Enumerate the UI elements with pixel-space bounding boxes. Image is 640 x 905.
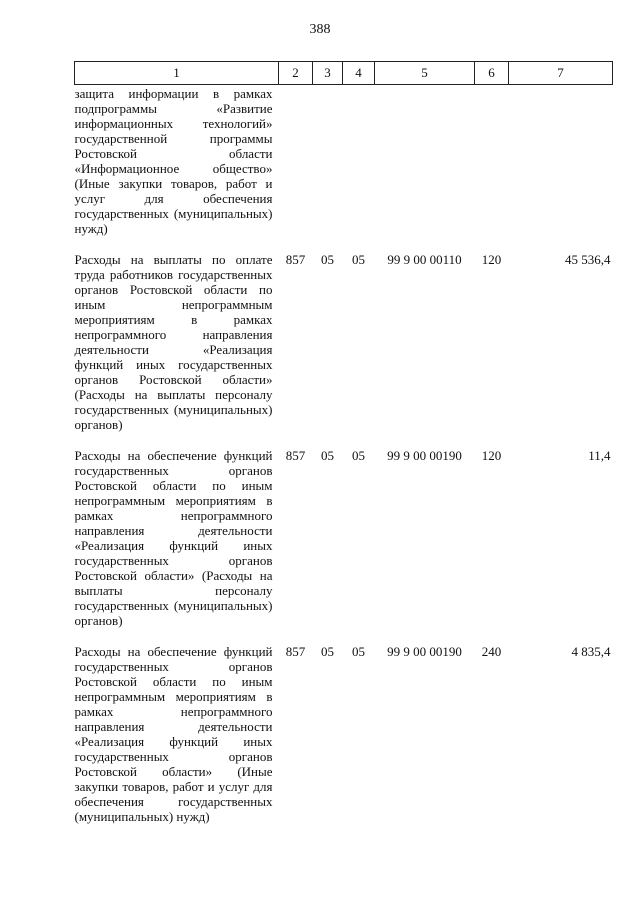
row-amount: [509, 85, 613, 253]
row-col-6: 120: [481, 448, 502, 463]
header-col-4: 4: [343, 62, 375, 85]
row-col-5: 99 9 00 00190: [387, 644, 462, 659]
row-col-5: [375, 85, 475, 253]
row-col-2: [279, 85, 313, 253]
row-col-3: [313, 85, 343, 253]
table-row: [75, 644, 613, 840]
row-description: защита информации в рамках подпрограммы «Развитие информационных технологий» государственной программы Ростовской области «Информационное общество» (Иные закупки товаров, работ и услуг для обеспечения государственных (муниципальных) нужд): [74, 86, 273, 236]
row-col-4: 05: [352, 448, 365, 463]
row-col-2: 857: [285, 644, 306, 659]
row-col-2: 857: [285, 448, 306, 463]
row-description: Расходы на выплаты по оплате труда работников государственных органов Ростовской области по иным непрограммным мероприятиям в рамках непрограммного направления деятельности «Реализация функций иных государственных органов Ростовской области» (Расходы на выплаты персоналу государственных (муниципальных) органов): [74, 252, 273, 432]
row-col-6: [475, 85, 509, 253]
row-col-4: 05: [352, 252, 365, 267]
row-description: Расходы на обеспечение функций государственных органов Ростовской области по иным непрограммным мероприятиям в рамках непрограммного направления деятельности «Реализация функций иных государственных органов Ростовской области» (Расходы на выплаты персоналу государственных (муниципальных) органов): [74, 448, 273, 628]
header-col-7: 7: [509, 62, 613, 85]
row-col-4: [343, 85, 375, 253]
row-col-3: 05: [321, 448, 334, 463]
row-col-6: 240: [481, 644, 502, 659]
header-col-2: 2: [279, 62, 313, 85]
header-col-3: 3: [313, 62, 343, 85]
row-amount: 45 536,4: [565, 252, 611, 267]
row-col-3: 05: [321, 644, 334, 659]
row-col-2: 857: [285, 252, 306, 267]
header-col-5: 5: [375, 62, 475, 85]
budget-table: [74, 61, 613, 840]
header-col-1: 1: [75, 62, 279, 85]
row-description: Расходы на обеспечение функций государственных органов Ростовской области по иным непрограммным мероприятиям в рамках непрограммного направления деятельности «Реализация функций иных государственных органов Ростовской области» (Иные закупки товаров, работ и услуг для обеспечения государственных (муниципальных) нужд): [74, 644, 273, 824]
header-col-6: 6: [475, 62, 509, 85]
row-col-5: 99 9 00 00110: [387, 252, 462, 267]
header-row: [75, 62, 613, 85]
row-col-5: 99 9 00 00190: [387, 448, 462, 463]
row-col-3: 05: [321, 252, 334, 267]
page-number: 388: [309, 22, 331, 37]
table-row: [75, 252, 613, 448]
table-row: [75, 448, 613, 644]
table-row: [75, 85, 613, 253]
row-amount: 11,4: [588, 448, 611, 463]
row-col-6: 120: [481, 252, 502, 267]
row-col-4: 05: [352, 644, 365, 659]
row-amount: 4 835,4: [571, 644, 611, 659]
